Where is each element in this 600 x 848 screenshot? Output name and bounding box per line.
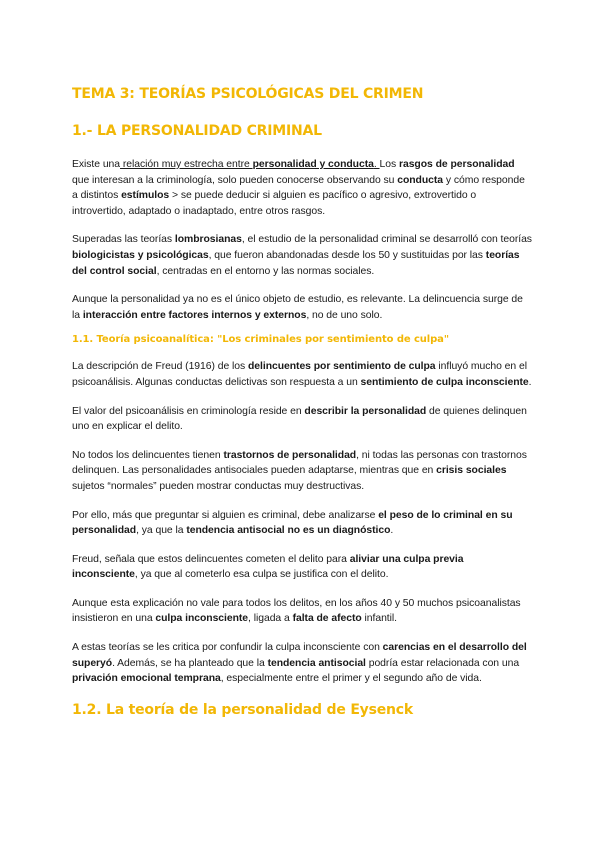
text-run: Superadas las teorías	[72, 234, 175, 246]
text-run: infantil.	[361, 613, 397, 625]
paragraph	[72, 596, 532, 627]
text-run: , ni todas las personas con trastornos delinquen. Las personalidades antisociales pueden adaptarse, mientras que en	[72, 449, 527, 477]
text-run: , ligada a	[248, 613, 293, 625]
paragraph	[72, 359, 532, 390]
paragraph	[72, 640, 532, 687]
text-run: , especialmente entre el primer y el segundo año de vida.	[220, 673, 482, 685]
paragraph	[72, 157, 532, 219]
text-run: , no de uno solo.	[306, 309, 383, 321]
paragraph	[72, 448, 532, 495]
text-run: . Además, se ha planteado que la	[112, 657, 268, 669]
bold-text: tendencia antisocial no es un diagnóstico	[186, 525, 391, 537]
bold-text: sentimiento de culpa inconsciente	[360, 376, 529, 388]
text-run: , el estudio de la personalidad criminal se desarrolló con teorías	[241, 234, 532, 246]
text-run: .	[528, 376, 532, 388]
paragraph	[72, 404, 532, 435]
bold-text: culpa inconsciente	[155, 613, 249, 625]
text-run: No todos los delincuentes tienen	[72, 449, 224, 461]
text-run: y cómo responde a distintos	[72, 174, 525, 202]
bold-text: rasgos de personalidad	[398, 159, 515, 170]
paragraph	[72, 232, 532, 279]
bold-text: teorías del control social	[72, 249, 520, 277]
text-run: , ya que al cometerlo esa culpa se justifica con el delito.	[134, 569, 389, 581]
bold-text: lombrosianas	[174, 234, 242, 246]
subsection-heading-eysenck: 1.2. La teoría de la personalidad de Eysenck	[72, 701, 414, 718]
text-run: La descripción de Freud (1916) de los	[72, 361, 248, 373]
bold-text: estímulos	[121, 190, 170, 202]
bold-text: el peso de lo criminal en su personalidad	[72, 509, 513, 537]
bold-text: conducta	[397, 174, 444, 186]
text-run: Freud, señala que estos delincuentes cometen el delito para	[72, 553, 350, 565]
text-run: influyó mucho en el psicoanálisis. Algunas conductas delictivas son respuesta a un	[72, 361, 527, 388]
text-run: El valor del psicoanálisis en criminología reside en	[72, 405, 305, 417]
text-run: que interesan a la criminología, solo pueden conocerse observando su	[72, 174, 398, 186]
section-heading-personalidad-criminal: 1.- LA PERSONALIDAD CRIMINAL	[72, 123, 322, 139]
text-run: Aunque la personalidad ya no es el único objeto de estudio, es relevante. La delincuencia surge de la	[72, 294, 523, 321]
paragraph	[72, 292, 532, 323]
text-run: , ya que la	[136, 525, 187, 537]
bold-text: falta de afecto	[292, 613, 362, 625]
bold-text: tendencia antisocial	[267, 657, 366, 669]
text-run: , que fueron abandonadas desde los 50 y sustituidas por las	[208, 249, 486, 261]
bold-text: crisis sociales	[436, 465, 507, 477]
bold-text: trastornos de personalidad	[223, 449, 357, 461]
bold-text: interacción entre factores internos y externos	[82, 309, 307, 321]
paragraph	[72, 508, 532, 539]
bold-text: biologicistas y psicológicas	[72, 249, 209, 261]
bold-text: delincuentes por sentimiento de culpa	[248, 361, 436, 373]
page-title: TEMA 3: TEORÍAS PSICOLÓGICAS DEL CRIMEN	[72, 86, 424, 102]
paragraph	[72, 552, 532, 583]
text-run: sujetos “normales” pueden mostrar conductas muy destructivas.	[72, 480, 365, 492]
text-run: A estas teorías se les critica por confundir la culpa inconsciente con	[72, 642, 383, 654]
bold-text: privación emocional temprana	[72, 673, 221, 685]
text-run: > se puede deducir si alguien es pacífico o agresivo, extrovertido o introvertido, adaptado o inadaptado, entre otros rasgos.	[72, 190, 477, 217]
text-run: , centradas en el entorno y las normas sociales.	[156, 265, 375, 277]
bold-text: personalidad y conducta	[252, 159, 374, 170]
text-run: .	[390, 525, 394, 537]
bold-text: carencias en el desarrollo del superyó	[72, 642, 527, 669]
text-run: relación muy estrecha entre	[120, 159, 253, 170]
text-run: Existe una	[72, 159, 121, 170]
text-run: Por ello, más que preguntar si alguien es criminal, debe analizarse	[72, 509, 379, 521]
text-run: Los	[379, 159, 399, 170]
bold-text: describir la personalidad	[304, 405, 427, 417]
text-run: .	[373, 159, 380, 170]
subsection-heading-psicoanalitica: 1.1. Teoría psicoanalítica: "Los criminales por sentimiento de culpa"	[72, 334, 449, 346]
text-run: Aunque esta explicación no vale para todos los delitos, en los años 40 y 50 muchos psicoanalistas insistieron en una	[72, 597, 521, 625]
text-run: podría estar relacionada con una	[365, 657, 520, 669]
document-body	[72, 84, 532, 720]
bold-text: aliviar una culpa previa inconsciente	[72, 553, 464, 581]
text-run: de quienes delinquen uno en explicar el delito.	[72, 405, 527, 433]
